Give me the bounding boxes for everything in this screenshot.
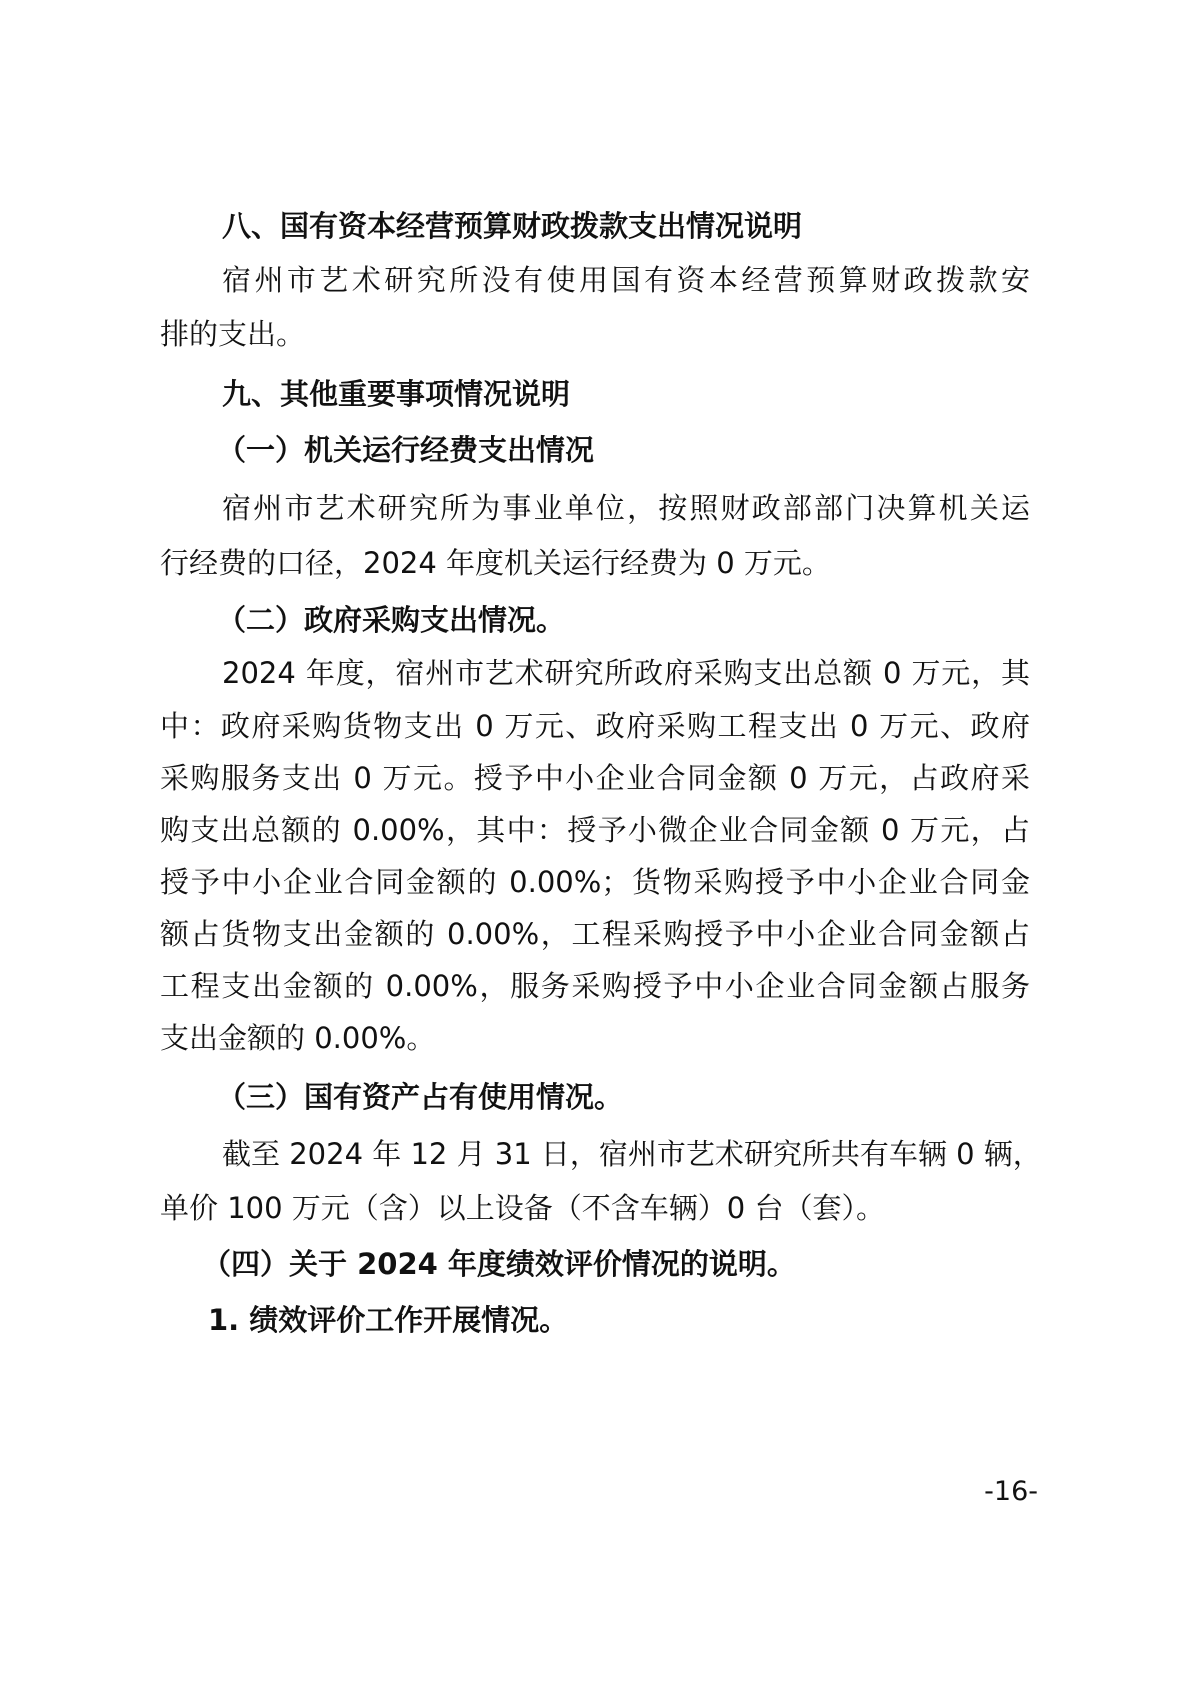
paragraph-line: 宿州市艺术研究所没有使用国有资本经营预算财政拨款安 (222, 263, 1030, 297)
paragraph-line: 单价 100 万元（含）以上设备（不含车辆）0 台（套）。 (160, 1191, 885, 1225)
paragraph-line: 中：政府采购货物支出 0 万元、政府采购工程支出 0 万元、政府 (160, 709, 1030, 743)
paragraph-line: 授予中小企业合同金额的 0.00%；货物采购授予中小企业合同金 (160, 865, 1030, 899)
paragraph-line: 行经费的口径，2024 年度机关运行经费为 0 万元。 (160, 546, 831, 580)
paragraph-line: 截至 2024 年 12 月 31 日，宿州市艺术研究所共有车辆 0 辆， (222, 1137, 1042, 1171)
subsection-heading-3: （三）国有资产占有使用情况。 (217, 1080, 624, 1114)
subsection-heading-1: （一）机关运行经费支出情况 (217, 433, 595, 467)
paragraph-line: 购支出总额的 0.00%，其中：授予小微企业合同金额 0 万元，占 (160, 813, 1030, 847)
paragraph-line: 采购服务支出 0 万元。授予中小企业合同金额 0 万元，占政府采 (160, 761, 1030, 795)
subsection-heading-4: （四）关于 2024 年度绩效评价情况的说明。 (202, 1247, 796, 1281)
paragraph-line: 宿州市艺术研究所为事业单位，按照财政部部门决算机关运 (222, 491, 1030, 525)
paragraph-line: 2024 年度，宿州市艺术研究所政府采购支出总额 0 万元，其 (222, 656, 1030, 690)
paragraph-line: 工程支出金额的 0.00%，服务采购授予中小企业合同金额占服务 (160, 969, 1030, 1003)
section-heading-9: 九、其他重要事项情况说明 (222, 377, 571, 411)
page-number: -16- (984, 1476, 1038, 1507)
item-heading-1: 1. 绩效评价工作开展情况。 (208, 1303, 569, 1337)
section-heading-8: 八、国有资本经营预算财政拨款支出情况说明 (222, 209, 803, 243)
paragraph-line: 额占货物支出金额的 0.00%，工程采购授予中小企业合同金额占 (160, 917, 1030, 951)
paragraph-line: 排的支出。 (160, 317, 306, 351)
paragraph-line: 支出金额的 0.00%。 (160, 1021, 436, 1055)
subsection-heading-2: （二）政府采购支出情况。 (217, 603, 566, 637)
